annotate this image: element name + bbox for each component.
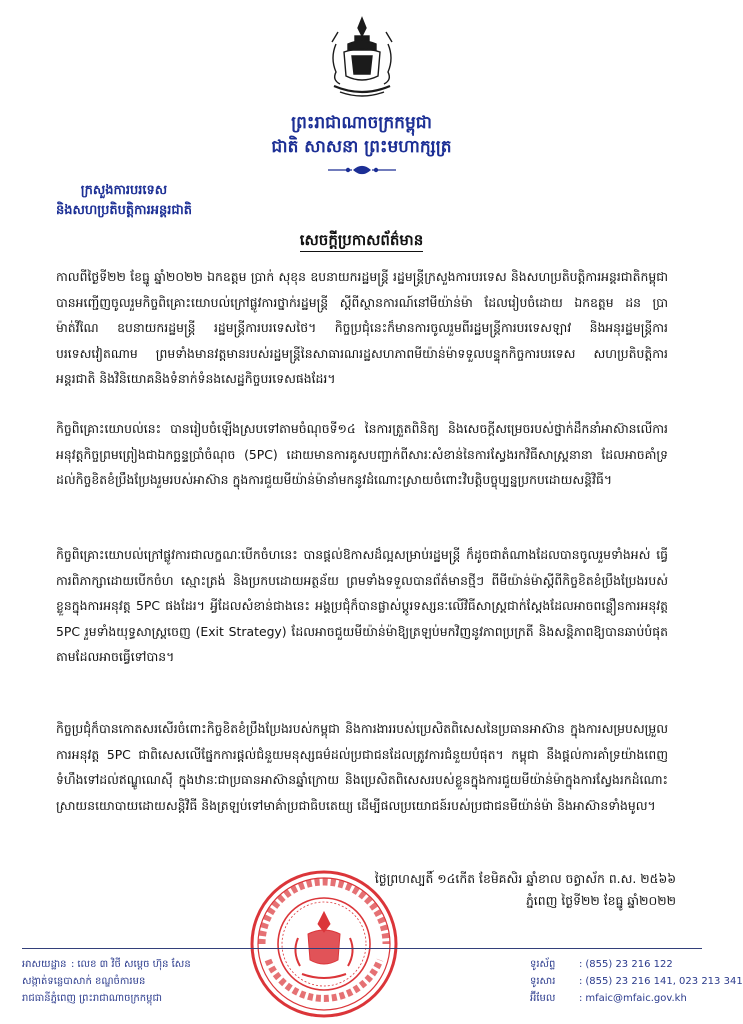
document-title	[0, 231, 723, 253]
ornament-divider-icon	[326, 164, 398, 176]
place-and-date: ភ្នំពេញ ថ្ងៃទី២២ ខែធ្នូ ឆ្នាំ២០២២	[525, 893, 676, 908]
ministry-name: ក្រសួងការបរទេស	[80, 183, 168, 198]
phone-separator: :	[579, 959, 583, 970]
ministry-name-line2: និងសហប្រតិបត្តិការអន្តរជាតិ	[56, 203, 192, 218]
fax-value: (855) 23 216 141, 023 213 341	[585, 976, 743, 987]
fax-row	[530, 973, 743, 990]
address-label: អាសយដ្ឋាន	[22, 959, 67, 970]
paragraph-1: កាលពីថ្ងៃទី២២ ខែធ្នូ ឆ្នាំ២០២២ ឯកឧត្តម ប្រាក់ សុខុន ឧបនាយករដ្ឋមន្ត្រី រដ្ឋមន្ត្រីក្រសួងការបរទេស និងសហប្រតិបត្តិការអន្តរជាតិកម្ពុជា បានអញ្ជើញចូលរួមកិច្ចពិគ្រោះយោបល់ក្រៅផ្លូវការថ្នាក់រដ្ឋមន្ត្រី ស្តីពីស្ថានការណ៍នៅមីយ៉ាន់ម៉ា ដែលរៀបចំដោយ ឯកឧត្តម ដន ប្រាម៉ាត់វីណៃ ឧបនាយករដ្ឋមន្ត្រី រដ្ឋមន្ត្រីការបរទេសថៃ។ កិច្ចប្រជុំនេះក៏មានការចូលរួមពីរដ្ឋមន្ត្រីការបរទេសឡាវ និងអនុរដ្ឋមន្ត្រីការបរទេសវៀតណាម ព្រមទាំងមានវត្តមានរបស់រដ្ឋមន្ត្រីនៃសាធារណរដ្ឋសហភាពមីយ៉ាន់ម៉ាទទួលបន្ទុកកិច្ចការបរទេស សហប្រតិបត្តិការអន្តរជាតិ និងវិនិយោគនិងទំនាក់ទំនងសេដ្ឋកិច្ចបរទេសផងដែរ។	[56, 269, 668, 387]
address-separator: :	[71, 959, 75, 970]
footer-divider	[22, 948, 702, 949]
phone-value: (855) 23 216 122	[585, 959, 673, 970]
paragraph-4: កិច្ចប្រជុំក៏បានកោតសរសើរចំពោះកិច្ចខិតខំប្រឹងប្រែងរបស់កម្ពុជា និងការងាររបស់ប្រេសិតពិសេសនៃប្រធានអាស៊ាន ក្នុងការសម្របសម្រួលការអនុវត្ត 5PC ជាពិសេសលើផ្នែកការផ្តល់ជំនួយមនុស្សធម៌ដល់ប្រជាជនដែលត្រូវការជំនួយបំផុត។ កម្ពុជា នឹងផ្តល់ការគាំទ្រយ៉ាងពេញទំហឹងទៅដល់ឥណ្ឌូណេស៊ី ក្នុងឋានៈជាប្រធានអាស៊ានឆ្នាំក្រោយ និងប្រេសិតពិសេសរបស់ខ្លួនក្នុងការជួយមីយ៉ាន់ម៉ាក្នុងការស្វែងរកដំណោះស្រាយនយោបាយដោយសន្តិវិធី និងត្រឡប់ទៅមាគ៌ាប្រជាធិបតេយ្យ ដើម្បីផលប្រយោជន៍របស់ប្រជាជនមីយ៉ាន់ម៉ា និងអាស៊ានទាំងមូល។	[56, 721, 668, 813]
royal-arms-emblem-icon	[322, 14, 402, 100]
footer-contact	[530, 956, 743, 1007]
email-separator: :	[579, 993, 583, 1004]
lunar-date: ថ្ងៃព្រហស្បតិ៍ ១៤កើត ខែមិគសិរ ឆ្នាំខាល ចត្វាស័ក ព.ស. ២៥៦៦	[374, 871, 676, 886]
phone-label: ទូរស័ព្ទ	[530, 959, 556, 970]
email-link[interactable]: mfaic@mfaic.gov.kh	[585, 993, 687, 1004]
phone-row	[530, 956, 710, 973]
kingdom-name: ព្រះរាជាណាចក្រកម្ពុជា	[291, 113, 432, 133]
fax-label: ទូរសារ	[530, 976, 556, 987]
paragraph-2: កិច្ចពិគ្រោះយោបល់នេះ បានរៀបចំឡើងស្របទៅតាមចំណុចទី១៤ នៃការត្រួតពិនិត្យ និងសេចក្តីសម្រេចរបស់ថ្នាក់ដឹកនាំអាស៊ានលើការអនុវត្តកិច្ចព្រមព្រៀងជាឯកច្ឆន្ទប្រាំចំណុច (5PC) ដោយមានការគូសបញ្ជាក់ពីសារៈសំខាន់នៃការស្វែងរកវិធីសាស្ត្រនានា ដែលអាចគាំទ្រដល់កិច្ចខិតខំប្រឹងប្រែងរួមរបស់អាស៊ាន ក្នុងការជួយមីយ៉ាន់ម៉ានាំមកនូវដំណោះស្រាយចំពោះវិបត្តិបច្ចុប្បន្នប្រកបដោយសន្តិវិធី។	[56, 421, 668, 488]
footer-address	[22, 956, 312, 1007]
address-row	[22, 956, 312, 973]
email-row	[530, 990, 710, 1007]
kingdom-motto: ជាតិ សាសនា ព្រះមហាក្សត្រ	[271, 137, 452, 157]
document-title-text: សេចក្តីប្រកាសព័ត៌មាន	[300, 231, 424, 252]
fax-separator: :	[579, 976, 583, 987]
email-label: អ៊ីមែល	[530, 993, 556, 1004]
address-line2: សង្កាត់ទន្លេបាសាក់ ខណ្ឌចំការមន	[22, 976, 146, 987]
address-value: លេខ ៣ វិថី សម្តេច ហ៊ុន សែន	[77, 959, 191, 970]
paragraph-3: កិច្ចពិគ្រោះយោបល់ក្រៅផ្លូវការជាលក្ខណៈបើកចំហនេះ បានផ្តល់ឱកាសដ៏ល្អសម្រាប់រដ្ឋមន្ត្រី ក៏ដូចជាតំណាងដែលបានចូលរួមទាំងអស់ ធ្វើការពិភាក្សាដោយបើកចំហ ស្មោះត្រង់ និងប្រកបដោយអត្ថន័យ ព្រមទាំងទទួលបានព័ត៌មានថ្មីៗ ពីមីយ៉ាន់ម៉ាស្តីពីកិច្ចខិតខំប្រឹងប្រែងរបស់ខ្លួនក្នុងការអនុវត្ត 5PC ផងដែរ។ អ្វីដែលសំខាន់ជាងនេះ អង្គប្រជុំក៏បានផ្លាស់ប្តូរទស្សនៈលើវិធីសាស្ត្រជាក់ស្តែងដែលអាចពន្លឿនការអនុវត្ត 5PC រួមទាំងយុទ្ធសាស្ត្រចេញ (Exit Strategy) ដែលអាចជួយមីយ៉ាន់ម៉ាឱ្យត្រឡប់មកវិញនូវភាពប្រក្រតី និងសន្តិភាពឱ្យបានឆាប់បំផុតតាមដែលអាចធ្វើទៅបាន។	[56, 547, 668, 665]
address-line3: រាជធានីភ្នំពេញ ព្រះរាជាណាចក្រកម្ពុជា	[22, 993, 162, 1004]
